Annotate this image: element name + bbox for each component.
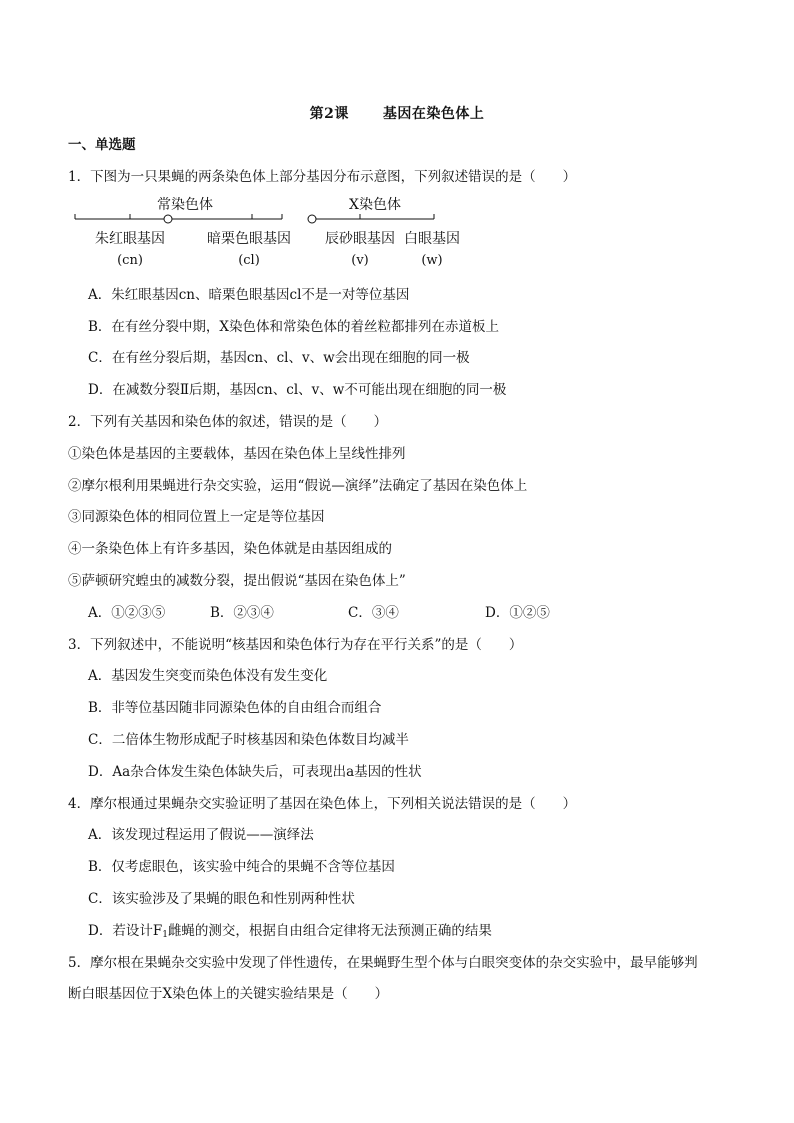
lesson-name: 基因在染色体上: [382, 106, 485, 122]
gene-v-code: (v): [351, 253, 369, 268]
gene-cl-name: 暗栗色眼基因: [207, 231, 291, 247]
autosome-centromere: [164, 215, 172, 223]
q4-stem: 4．摩尔根通过果蝇杂交实验证明了基因在染色体上，下列相关说法错误的是（ ）: [68, 796, 577, 812]
q2-statement-5: ⑤萨顿研究蝗虫的减数分裂，提出假说“基因在染色体上”: [68, 573, 406, 589]
q2-statement-1: ①染色体是基因的主要载体，基因在染色体上呈线性排列: [68, 446, 406, 462]
q1-option-b: B．在有丝分裂中期，X染色体和常染色体的着丝粒都排列在赤道板上: [88, 319, 500, 335]
q4-option-a: A．该发现过程运用了假说——演绎法: [88, 827, 314, 843]
q2-options: [88, 601, 688, 621]
q5-stem-line-2: 断白眼基因位于X染色体上的关键实验结果是（ ）: [68, 986, 389, 1002]
gene-w-code: (w): [421, 253, 443, 268]
x-chromosome-label: X染色体: [349, 197, 401, 213]
autosome-label: 常染色体: [157, 197, 213, 213]
q4-option-d-rest: 雌蝇的测交，根据自由组合定律将无法预测正确的结果: [167, 923, 492, 939]
gene-v-name: 辰砂眼基因: [325, 231, 395, 247]
q2-statement-4: ④一条染色体上有许多基因，染色体就是由基因组成的: [68, 541, 392, 557]
q3-option-b: B．非等位基因随非同源染色体的自由组合而组合: [88, 700, 382, 716]
q2-option-d: D．①②⑤: [485, 605, 550, 621]
chromosome-diagram: [72, 193, 472, 273]
q3-option-a: A．基因发生突变而染色体没有发生变化: [88, 668, 328, 684]
gene-w-name: 白眼基因: [404, 231, 460, 247]
q1-option-a: A．朱红眼基因cn、暗栗色眼基因cl不是一对等位基因: [88, 287, 410, 303]
q2-option-b: B．②③④: [210, 605, 274, 621]
q3-option-d: D．Aa杂合体发生染色体缺失后，可表现出a基因的性状: [88, 764, 422, 780]
gene-cn-name: 朱红眼基因: [95, 231, 165, 247]
q4-option-d-text: D．若设计F: [88, 923, 163, 939]
lesson-number: 第2课: [309, 106, 349, 122]
x-centromere: [308, 215, 316, 223]
gene-cl-code: (cl): [238, 253, 260, 268]
q2-stem: 2．下列有关基因和染色体的叙述，错误的是（ ）: [68, 414, 388, 430]
q5-stem-line-1: 5．摩尔根在果蝇杂交实验中发现了伴性遗传，在果蝇野生型个体与白眼突变体的杂交实验中，最早能够判: [68, 955, 698, 971]
page-title: [0, 103, 794, 123]
q4-option-d: [88, 919, 492, 940]
gene-cn-code: (cn): [117, 253, 143, 268]
q2-option-c: C．③④: [348, 605, 399, 621]
q1-option-c: C．在有丝分裂后期，基因cn、cl、v、w会出现在细胞的同一极: [88, 350, 470, 366]
q4-option-b: B．仅考虑眼色，该实验中纯合的果蝇不含等位基因: [88, 859, 395, 875]
q4-option-d-subscript: 1: [162, 930, 168, 940]
section-heading: 一、单选题: [68, 137, 136, 153]
q4-option-c: C．该实验涉及了果蝇的眼色和性别两种性状: [88, 891, 355, 907]
q2-option-a: A．①②③⑤: [88, 605, 166, 621]
q1-stem: 1．下图为一只果蝇的两条染色体上部分基因分布示意图，下列叙述错误的是（ ）: [68, 169, 577, 185]
q3-option-c: C．二倍体生物形成配子时核基因和染色体数目均减半: [88, 732, 409, 748]
q2-statement-2: ②摩尔根利用果蝇进行杂交实验，运用“假说—演绎”法确定了基因在染色体上: [68, 478, 528, 494]
q3-stem: 3．下列叙述中，不能说明“核基因和染色体行为存在平行关系”的是（ ）: [68, 637, 523, 653]
q2-statement-3: ③同源染色体的相同位置上一定是等位基因: [68, 509, 325, 525]
q1-option-d: D．在减数分裂Ⅱ后期，基因cn、cl、v、w不可能出现在细胞的同一极: [88, 382, 507, 398]
